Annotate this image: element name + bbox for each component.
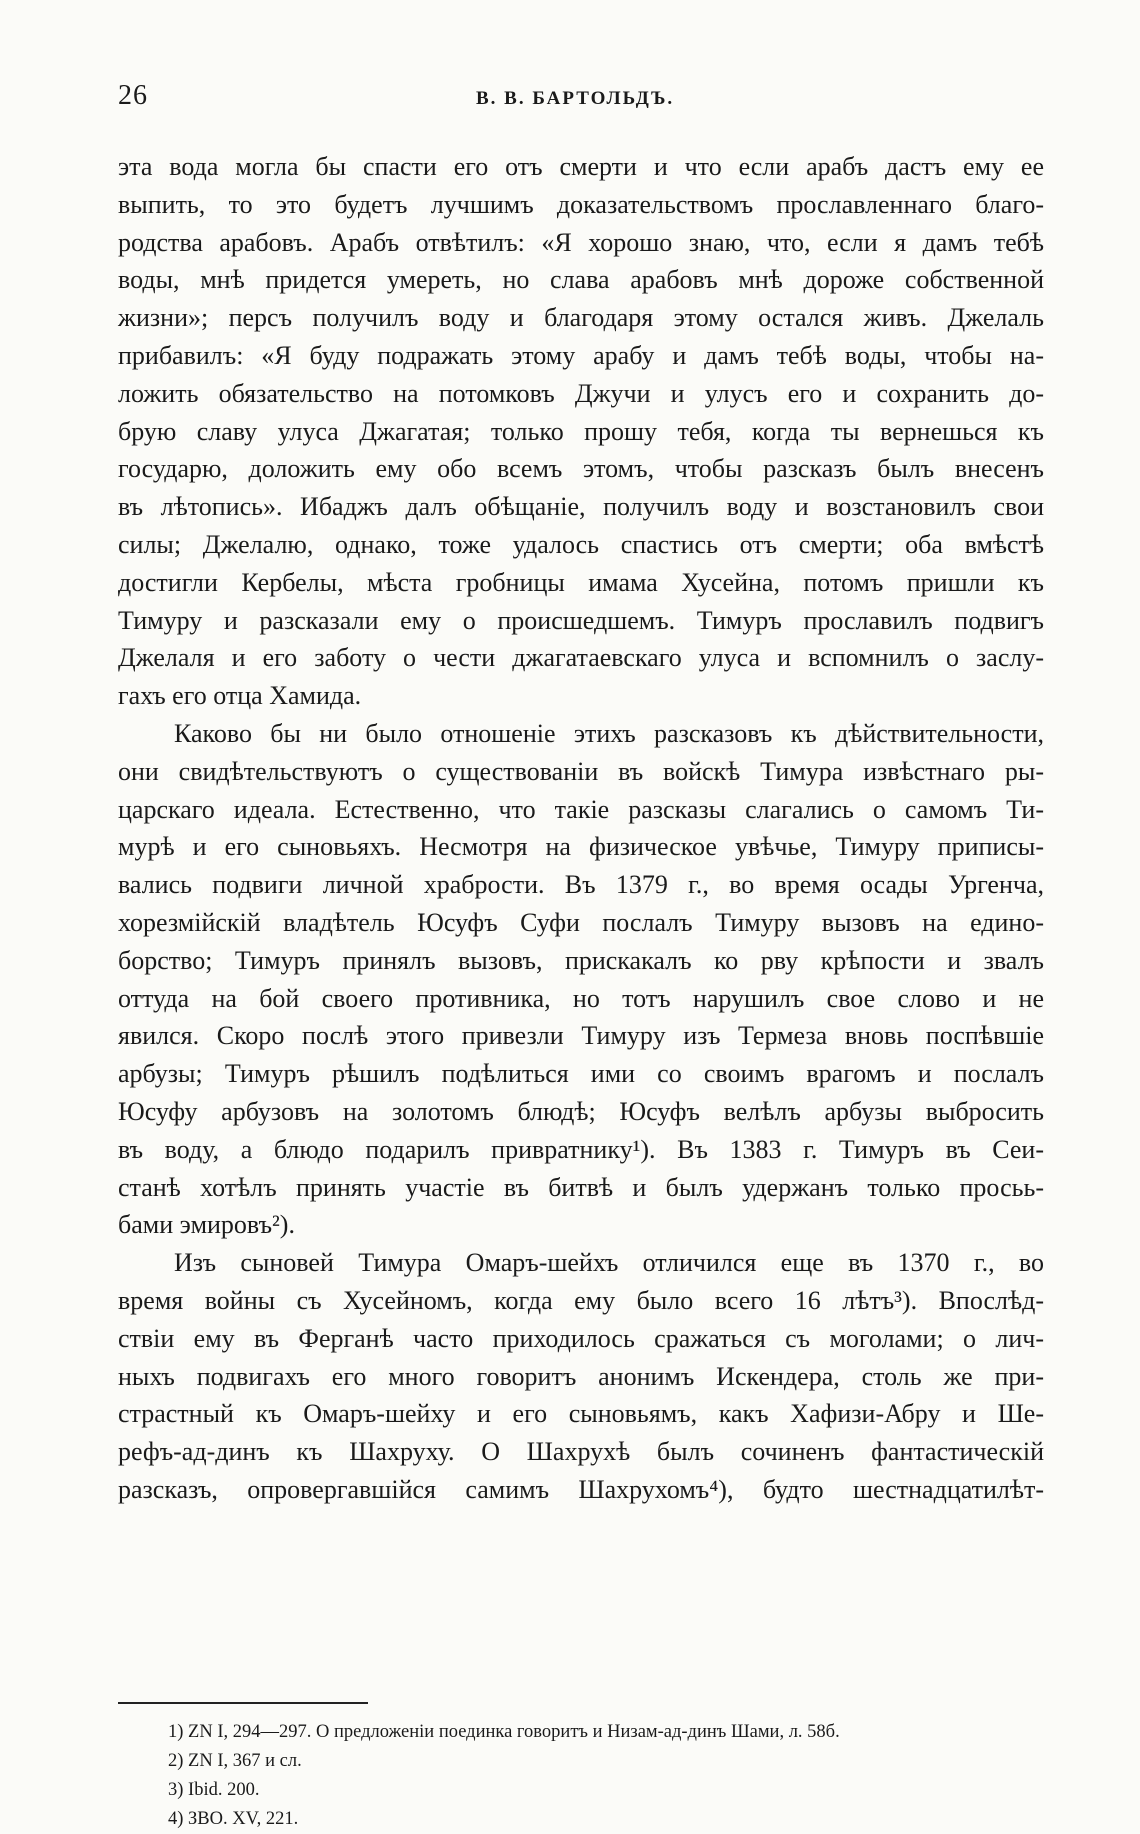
text-line: въ лѣтопись». Ибаджъ далъ обѣщаніе, получилъ воду и возстановилъ свои — [118, 492, 1044, 522]
page-number: 26 — [118, 80, 148, 111]
text-line: хорезмійскій владѣтель Юсуфъ Суфи послалъ Тимуру вызовъ на едино- — [118, 907, 1044, 937]
text-line: ствіи ему въ Ферганѣ часто приходилось сражаться съ моголами; о лич- — [118, 1323, 1044, 1353]
book-page — [118, 70, 1044, 1829]
text-line: выпить, то это будетъ лучшимъ доказательствомъ прославленнаго благо- — [118, 189, 1044, 219]
text-line: прибавилъ: «Я буду подражать этому арабу и дамъ тебѣ воды, чтобы на- — [118, 340, 1044, 370]
text-line: явился. Скоро послѣ этого привезли Тимуру изъ Термеза вновь поспѣвшіе — [118, 1021, 1044, 1051]
text-line: жизни»; персъ получилъ воду и благодаря этому остался живъ. Джелаль — [118, 303, 1044, 333]
text-line: время войны съ Хусейномъ, когда ему было всего 16 лѣтъ³). Впослѣд- — [118, 1285, 1044, 1315]
text-line: бами эмировъ²). — [118, 1210, 295, 1240]
footnotes — [168, 1718, 1038, 1834]
footnote: 4) ЗВО. XV, 221. — [168, 1809, 299, 1829]
footnote-divider — [118, 1702, 368, 1704]
footnote: 2) ZN I, 367 и сл. — [168, 1751, 302, 1771]
text-line: вались подвиги личной храбрости. Въ 1379 г., во время осады Ургенча, — [118, 870, 1044, 900]
page-header — [118, 70, 1044, 120]
text-line: Юсуфу арбузовъ на золотомъ блюдѣ; Юсуфъ велѣлъ арбузы выбросить — [118, 1096, 1044, 1126]
text-line: воды, мнѣ придется умереть, но слава арабовъ мнѣ дороже собственной — [118, 265, 1044, 295]
text-line: разсказъ, опровергавшійся самимъ Шахрухомъ⁴), будто шестнадцатилѣт- — [118, 1474, 1044, 1504]
text-line: царскаго идеала. Естественно, что такіе разсказы слагались о самомъ Ти- — [118, 794, 1044, 824]
text-line: станѣ хотѣлъ принять участіе въ битвѣ и былъ удержанъ только просьь- — [118, 1172, 1044, 1202]
text-line: въ воду, а блюдо подарилъ привратнику¹). Въ 1383 г. Тимуръ въ Сеи- — [118, 1134, 1044, 1164]
text-line: Каково бы ни было отношеніе этихъ разсказовъ къ дѣйствительности, — [174, 718, 1044, 748]
text-line: Тимуру и разсказали ему о происшедшемъ. Тимуръ прославилъ подвигъ — [118, 605, 1044, 635]
text-line: оттуда на бой своего противника, но тотъ нарушилъ свое слово и не — [118, 983, 1044, 1013]
body-text — [118, 148, 1044, 1509]
text-line: брую славу улуса Джагатая; только прошу тебя, когда ты вернешься къ — [118, 416, 1044, 446]
text-line: ложить обязательство на потомковъ Джучи и улусъ его и сохранить до- — [118, 378, 1044, 408]
text-line: гахъ его отца Хамида. — [118, 681, 362, 711]
text-line: ныхъ подвигахъ его много говоритъ анонимъ Искендера, столь же при- — [118, 1361, 1044, 1391]
text-line: они свидѣтельствуютъ о существованіи въ войскѣ Тимура извѣстнаго ры- — [118, 756, 1044, 786]
text-line: эта вода могла бы спасти его отъ смерти и что если арабъ дастъ ему ее — [118, 152, 1044, 181]
text-line: борство; Тимуръ принялъ вызовъ, прискакалъ ко рву крѣпости и звалъ — [118, 945, 1044, 975]
text-line: рефъ-ад-динъ къ Шахруху. О Шахрухѣ былъ сочиненъ фантастическій — [118, 1437, 1044, 1467]
running-title: В. В. БАРТОЛЬДЪ. — [476, 88, 675, 109]
text-line: достигли Кербелы, мѣста гробницы имама Хусейна, потомъ пришли къ — [118, 567, 1044, 597]
text-line: родства арабовъ. Арабъ отвѣтилъ: «Я хорошо знаю, что, если я дамъ тебѣ — [118, 227, 1044, 257]
text-line: Джелаля и его заботу о чести джагатаевскаго улуса и вспомнилъ о заслу- — [118, 643, 1044, 673]
footnote: 3) Ibid. 200. — [168, 1780, 260, 1800]
text-line: мурѣ и его сыновьяхъ. Несмотря на физическое увѣчье, Тимуру приписы- — [118, 832, 1044, 862]
text-line: страстный къ Омаръ-шейху и его сыновьямъ, какъ Хафизи-Абру и Ше- — [118, 1399, 1044, 1429]
text-line: Изъ сыновей Тимура Омаръ-шейхъ отличился еще въ 1370 г., во — [174, 1248, 1044, 1278]
text-line: арбузы; Тимуръ рѣшилъ подѣлиться ими со своимъ врагомъ и послалъ — [118, 1059, 1044, 1089]
text-line: государю, доложить ему обо всемъ этомъ, чтобы разсказъ былъ внесенъ — [118, 454, 1044, 484]
text-line: силы; Джелалю, однако, тоже удалось спастись отъ смерти; оба вмѣстѣ — [118, 529, 1044, 559]
footnote: 1) ZN I, 294—297. О предложеніи поединка говоритъ и Низам-ад-динъ Шами, л. 58б. — [168, 1722, 840, 1742]
